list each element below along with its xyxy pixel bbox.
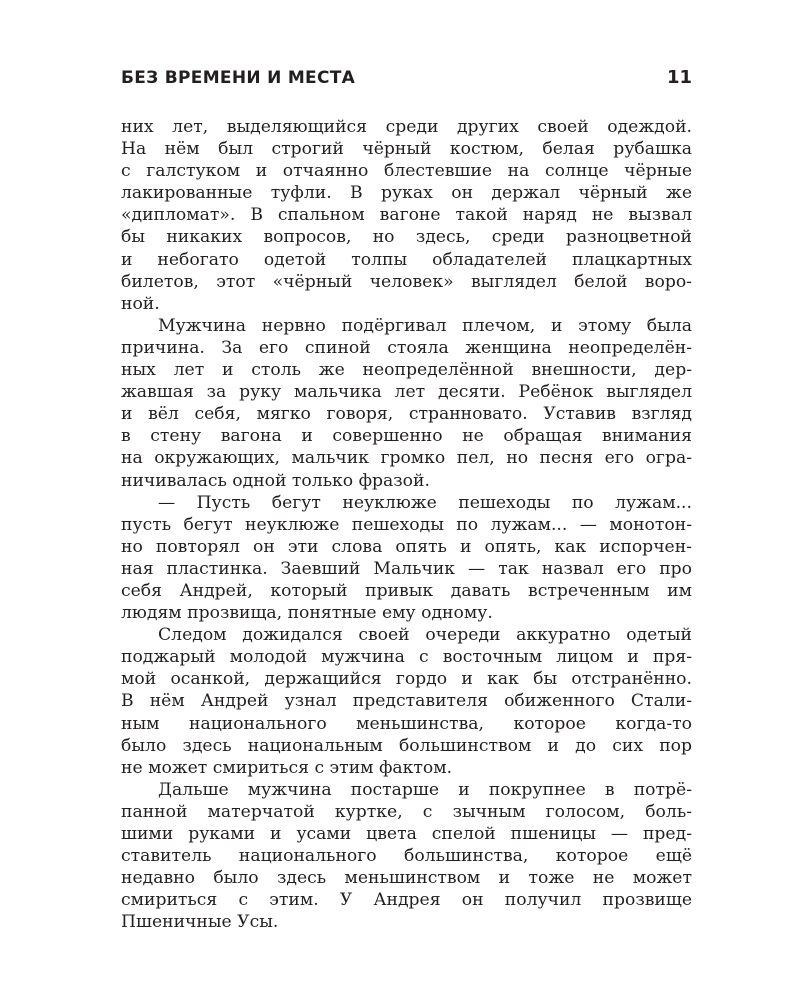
text-line: Пшеничные Усы. xyxy=(121,912,279,933)
text-line: Мужчина нервно подёргивал плечом, и этому была xyxy=(158,315,692,336)
text-line: и вёл себя, мягко говоря, странновато. Уставив взгляд xyxy=(121,404,692,425)
text-line: На нём был строгий чёрный костюм, белая рубашка xyxy=(121,139,692,160)
text-line: недавно было здесь меньшинством и тоже не может xyxy=(121,868,692,889)
text-line: ставитель национального большинства, которое ещё xyxy=(121,846,692,867)
text-line: было здесь национальным большинством и до сих пор xyxy=(121,735,692,756)
body-text xyxy=(121,116,692,933)
text-line: них лет, выделяющийся среди других своей одеждой. xyxy=(121,117,692,137)
text-line: смириться с этим. У Андрея он получил прозвище xyxy=(121,890,692,911)
text-line: на окружающих, мальчик громко пел, но песня его огра- xyxy=(121,448,692,469)
paragraph xyxy=(121,492,692,625)
paragraph xyxy=(121,624,692,779)
text-line: и небогато одетой толпы обладателей плацкартных xyxy=(121,249,692,270)
text-line: не может смириться с этим фактом. xyxy=(121,757,453,778)
text-line: шими руками и усами цвета спелой пшеницы — пред- xyxy=(121,824,692,844)
paragraph xyxy=(121,315,692,492)
text-line: в стену вагона и совершенно не обращая внимания xyxy=(121,426,692,447)
page-header xyxy=(121,66,692,90)
text-line: — Пусть бегут неуклюже пешеходы по лужам... xyxy=(158,492,692,513)
text-line: В нём Андрей узнал представителя обиженного Стали- xyxy=(121,691,692,712)
paragraph xyxy=(121,779,692,934)
text-line: поджарый молодой мужчина с восточным лицом и пря- xyxy=(121,647,692,668)
page-number: 11 xyxy=(666,67,692,88)
text-line: панной матерчатой куртке, с зычным голосом, боль- xyxy=(121,801,692,822)
text-line: ных лет и столь же неопределённой внешности, дер- xyxy=(121,360,692,381)
running-title: БЕЗ ВРЕМЕНИ И МЕСТА xyxy=(121,68,356,88)
text-line: «дипломат». В спальном вагоне такой наряд не вызвал xyxy=(121,205,692,226)
text-line: но повторял он эти слова опять и опять, как испорчен- xyxy=(121,536,692,557)
text-line: ничивалась одной только фразой. xyxy=(121,470,430,491)
text-line: причина. За его спиной стояла женщина неопределён- xyxy=(121,337,692,358)
text-line: бы никаких вопросов, но здесь, среди разноцветной xyxy=(121,227,692,248)
text-line: Дальше мужчина постарше и покрупнее в потрё- xyxy=(158,779,692,800)
text-line: Следом дожидался своей очереди аккуратно одетый xyxy=(158,625,692,646)
paragraph xyxy=(121,116,692,315)
text-line: с галстуком и отчаянно блестевшие на солнце чёрные xyxy=(121,161,692,182)
text-line: билетов, этот «чёрный человек» выглядел белой воро- xyxy=(121,271,692,292)
text-line: лакированные туфли. В руках он держал чёрный же xyxy=(121,183,692,204)
text-line: ной. xyxy=(121,293,160,314)
text-line: себя Андрей, который привык давать встреченным им xyxy=(121,580,692,601)
text-line: жавшая за руку мальчика лет десяти. Ребёнок выглядел xyxy=(121,382,692,403)
text-line: мой осанкой, держащийся гордо и как бы отстранённо. xyxy=(121,669,692,690)
text-line: пусть бегут неуклюже пешеходы по лужам... — монотон- xyxy=(121,514,692,535)
text-line: ная пластинка. Заевший Мальчик — так назвал его про xyxy=(121,558,692,579)
text-line: людям прозвища, понятные ему одному. xyxy=(121,603,493,624)
text-line: ным национального меньшинства, которое когда-то xyxy=(121,713,692,734)
